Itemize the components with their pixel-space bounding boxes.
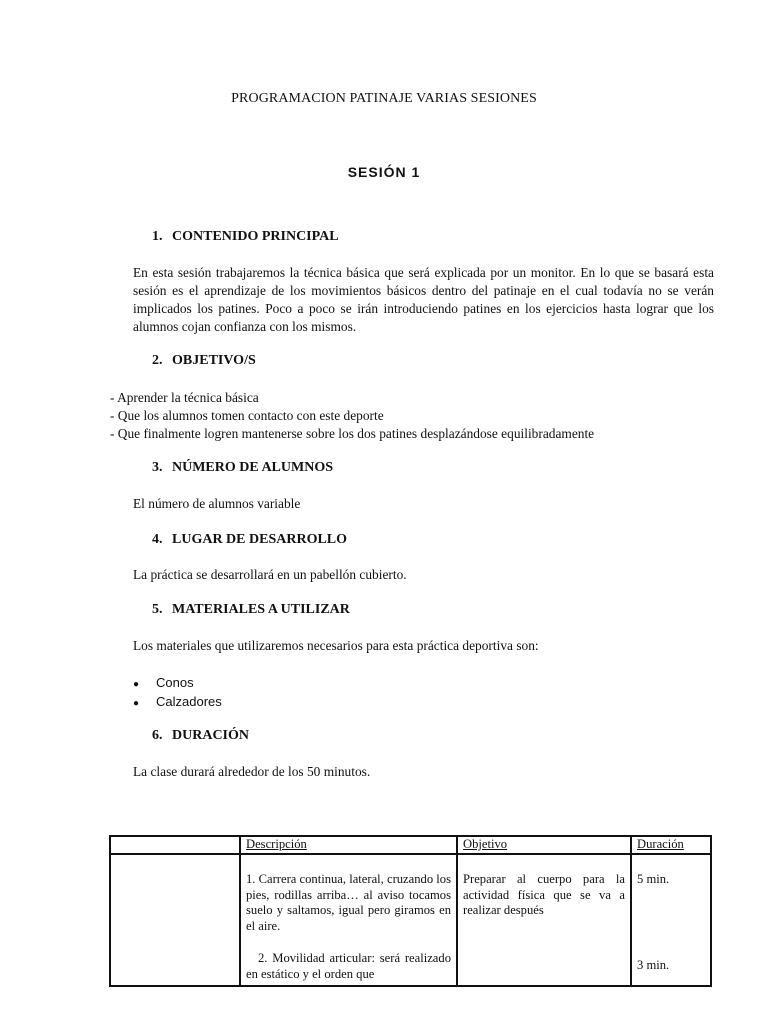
table-header-cell — [110, 836, 240, 854]
document-title: PROGRAMACION PATINAJE VARIAS SESIONES — [231, 91, 537, 106]
heading-number: 3. — [152, 460, 163, 475]
list-item-label: Calzadores — [156, 694, 222, 709]
materiales-intro: Los materiales que utilizaremos necesarios para esta práctica deportiva son: — [133, 638, 539, 653]
heading-text: DURACIÓN — [172, 728, 249, 743]
exercise-description-1: 1. Carrera continua, lateral, cruzando los pies, rodillas arriba… al aviso tocamos suelo y saltamos, igual pero giramos en el aire. — [246, 872, 451, 933]
table-header-cell: Descripción — [240, 836, 457, 854]
session-table — [109, 835, 712, 987]
alumnos-text: El número de alumnos variable — [133, 496, 301, 511]
session-title: SESIÓN 1 — [347, 164, 421, 180]
list-item: - Que los alumnos tomen contacto con este deporte — [110, 408, 384, 423]
heading-number: 2. — [152, 353, 163, 368]
table-header-row — [110, 836, 711, 854]
heading-contenido-principal — [152, 229, 339, 245]
heading-lugar-desarrollo — [152, 532, 347, 548]
table-header-cell: Duración — [631, 836, 711, 854]
contenido-paragraph: En esta sesión trabajaremos la técnica básica que será explicada por un monitor. En lo que se basará esta sesión es el aprendizaje de los movimientos básicos dentro del patinaje en el cual todavía no se verán implicados los patines. Poco a poco se irán introduciendo patines en los ejercicios hasta lograr que los alumnos cojan confianza con los mismos. — [133, 265, 714, 334]
materiales-list — [133, 674, 222, 712]
heading-number: 4. — [152, 532, 163, 547]
heading-number: 1. — [152, 229, 163, 244]
exercise-description-2: 2. Movilidad articular: será realizado en estático y el orden que — [246, 951, 451, 981]
heading-text: MATERIALES A UTILIZAR — [172, 602, 350, 617]
lugar-text: La práctica se desarrollará en un pabellón cubierto. — [133, 567, 407, 582]
heading-number: 5. — [152, 602, 163, 617]
table-cell-duration — [631, 854, 711, 986]
bullet-icon: ● — [133, 679, 140, 690]
heading-duracion — [152, 728, 249, 744]
table-cell — [110, 854, 240, 986]
bullet-icon: ● — [133, 698, 140, 709]
heading-numero-alumnos — [152, 460, 333, 476]
heading-number: 6. — [152, 728, 163, 743]
table-header-cell: Objetivo — [457, 836, 631, 854]
heading-text: NÚMERO DE ALUMNOS — [172, 460, 334, 475]
heading-materiales — [152, 602, 350, 618]
list-item — [133, 693, 222, 712]
duration-value-1: 5 min. — [637, 872, 670, 886]
list-item: - Aprender la técnica básica — [110, 390, 259, 405]
exercise-objective: Preparar al cuerpo para la actividad física que se va a realizar después — [463, 872, 625, 917]
duration-value-2: 3 min. — [637, 957, 670, 972]
heading-text: CONTENIDO PRINCIPAL — [172, 229, 339, 244]
duracion-text: La clase durará alrededor de los 50 minutos. — [133, 764, 371, 779]
table-row — [110, 854, 711, 986]
list-item-label: Conos — [156, 675, 194, 690]
table-cell-objective — [457, 854, 631, 986]
table-cell-description — [240, 854, 457, 986]
list-item: - Que finalmente logren mantenerse sobre los dos patines desplazándose equilibradamente — [110, 426, 595, 441]
list-item — [133, 674, 222, 693]
heading-text: LUGAR DE DESARROLLO — [172, 532, 348, 547]
heading-text: OBJETIVO/S — [172, 353, 256, 368]
objetivos-list — [110, 389, 594, 443]
heading-objetivos — [152, 353, 256, 369]
